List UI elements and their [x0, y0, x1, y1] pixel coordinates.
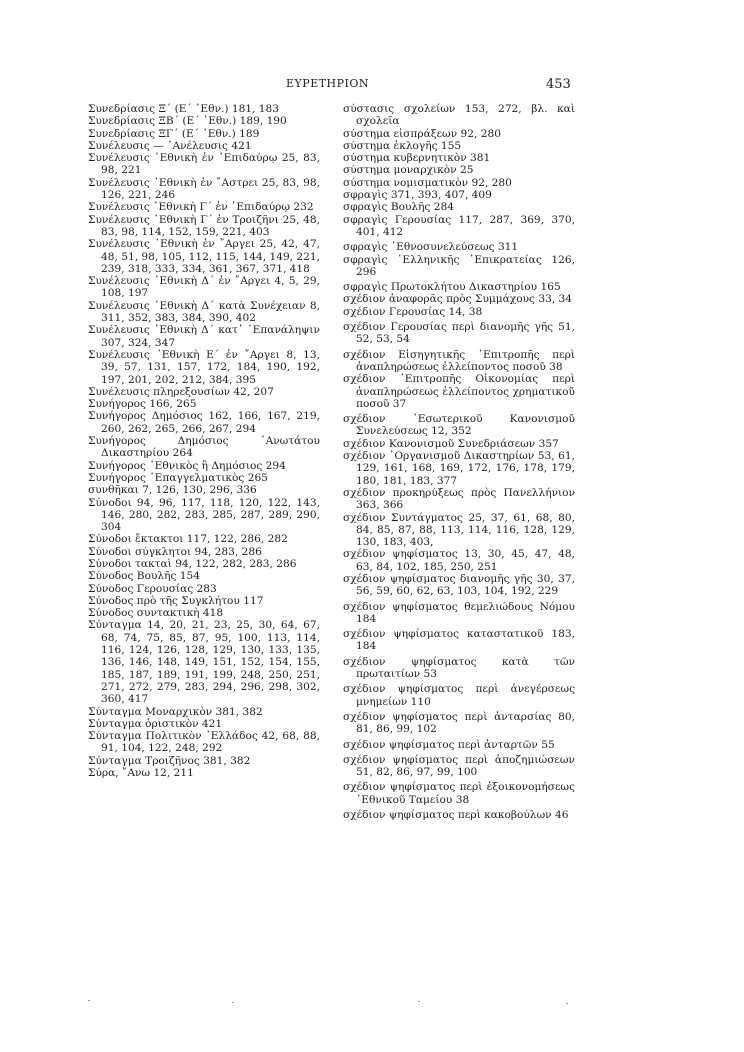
index-entry: σύστημα νομισματικὸν 92, 280	[343, 176, 512, 189]
index-entry: Σύνταγμα Μοναρχικὸν 381, 382	[88, 705, 263, 718]
index-entry: σχέδιον Γερουσίας 14, 38	[343, 305, 483, 318]
index-entry: Σύνοδος Γερουσίας 283	[88, 582, 217, 595]
index-entry: σχέδιον Κανονισμοῦ Συνεδριάσεων 357	[343, 437, 559, 450]
index-entry: σχέδιον ᾿Επιτροπῆς Οἰκονομίας περὶ ἀναπληρώσεως ἐλλείποντος χρηματικοῦ ποσοῦ 37	[343, 373, 575, 410]
index-entry: Συνέλευσις ᾿Εθνικὴ Δ΄ κατ᾿ ᾿Επανάληψιν 307, 324, 347	[88, 324, 320, 349]
index-entry: σχέδιον ψηφίσματος θεμελιώδους Νόμου 184	[343, 600, 575, 625]
index-entry: Συνέλευσις πληρεξουσίων 42, 207	[88, 385, 274, 398]
index-entry: σχέδιον ᾿Εσωτερικοῦ Κανονισμοῦ Συνελεύσεως 12, 352	[343, 413, 575, 438]
index-entry: Συνέλευσις ᾿Εθνικὴ ἐν ῎Αστρει 25, 83, 98, 126, 221, 246	[88, 176, 320, 202]
index-entry: Σύνταγμα Πολιτικὸν ᾿Ελλάδος 42, 68, 88, 91, 104, 122, 248, 292	[88, 730, 320, 755]
index-entry: Συνήγορος ᾿Εθνικὸς ἢ Δημόσιος 294	[88, 459, 286, 472]
index-column-left	[88, 103, 320, 779]
index-entry: Συνέλευσις ᾿Εθνικὴ ἐν ᾿Επιδαύρῳ 25, 83, 98, 221	[88, 152, 320, 177]
scan-speck	[232, 1002, 234, 1003]
index-entry: σχέδιον Γερουσίας περὶ διανομῆς γῆς 51, 52, 53, 54	[343, 321, 575, 346]
scan-speck	[566, 1003, 568, 1004]
index-entry: Σύνταγμα ὁριστικὸν 421	[88, 717, 223, 730]
index-column-right	[343, 103, 575, 821]
index-entry: Συνέλευσις ᾿Εθνικὴ Δ΄ ἐν ῎Αργει 4, 5, 29, 108, 197	[88, 275, 320, 300]
index-entry: σχέδιον ψηφίσματος περὶ ἀνταρσίας 80, 81, 86, 99, 102	[343, 710, 575, 736]
scan-speck	[418, 1001, 420, 1002]
index-entry: σχέδιον ψηφίσματος κατὰ τῶν πρωταιτίων 53	[343, 655, 575, 681]
index-entry: Συνέλευσις ᾿Εθνικὴ Δ΄ κατὰ Συνέχειαν 8, 311, 352, 383, 384, 390, 402	[88, 299, 320, 325]
index-entry: σχέδιον ψηφίσματος καταστατικοῦ 183, 184	[343, 628, 575, 653]
index-entry: Συνέλευσις ᾿Εθνικὴ Γ΄ ἐν Τροιζῆνι 25, 48, 83, 98, 114, 152, 159, 221, 403	[88, 213, 320, 238]
index-entry: συνθῆκαι 7, 126, 130, 296, 336	[88, 484, 257, 497]
index-entry: σύστημα μοναρχικὸν 25	[343, 164, 474, 177]
index-entry: σφραγὶς 371, 393, 407, 409	[343, 189, 492, 202]
index-entry: σχέδιον ἀναφορᾶς πρὸς Συμμάχους 33, 34	[343, 293, 573, 306]
index-entry: Σύνοδοι 94, 96, 117, 118, 120, 122, 143, 146, 280, 282, 283, 285, 287, 289, 290, 304	[88, 496, 320, 534]
index-entry: Σύνοδος Βουλῆς 154	[88, 570, 200, 583]
index-entry: Συνεδρίασις Ξ΄ (Ε΄ ᾿Εθν.) 181, 183	[88, 103, 279, 115]
index-entry: Σύνοδοι σύγκλητοι 94, 283, 286	[88, 545, 262, 558]
index-entry: Συνέλευσις ᾿Εθνικὴ Ε΄ ἐν ῎Αργει 8, 13, 39, 57, 131, 157, 172, 184, 190, 192, 197, 201, 202, 212, 384, 395	[88, 348, 320, 386]
index-entry: σχέδιον ψηφίσματος περὶ ἀνταρτῶν 55	[343, 738, 555, 751]
index-entry: Σύρα, ῎Ανω 12, 211	[88, 767, 194, 780]
index-entry: Συνέλευσις ᾿Εθνικὴ ἐν ῎Αργει 25, 42, 47, 48, 51, 98, 105, 112, 115, 144, 149, 221, 239, 318, 333, 334, 361, 367, 371, 418	[88, 238, 321, 275]
index-entry: σχέδιον ψηφίσματος περὶ ἀποζημιώσεων 51, 82, 86, 97, 99, 100	[343, 753, 575, 779]
index-entry: σχέδιον ψηφίσματος περὶ κακοβούλων 46	[343, 809, 569, 822]
index-entry: σφραγὶς ῾Ελληνικῆς ᾿Επικρατείας 126, 296	[343, 253, 575, 278]
index-entry: σχέδιον ᾿Οργανισμοῦ Δικαστηρίων 53, 61, 129, 161, 168, 169, 172, 176, 178, 179, 180, 181, 183, 377	[343, 450, 575, 487]
index-entry: Σύνοδοι ἔκτακτοι 117, 122, 286, 282	[88, 533, 288, 546]
index-entry: Σύνοδος συντακτικὴ 418	[88, 607, 224, 620]
index-entry: σφραγὶς Γερουσίας 117, 287, 369, 370, 401, 412	[343, 213, 575, 238]
index-entry: σχέδιον Συντάγματος 25, 37, 61, 68, 80, 84, 85, 87, 88, 113, 114, 116, 128, 129, 130, 183, 403,	[343, 511, 575, 549]
index-entry: Σύνοδοι τακταὶ 94, 122, 282, 283, 286	[88, 557, 297, 570]
index-entry: σχέδιον ψηφίσματος 13, 30, 45, 47, 48, 63, 84, 102, 185, 250, 251	[343, 548, 575, 573]
page-number: 453	[546, 77, 571, 92]
index-entry: Συνέλευσις ᾿Εθνικὴ Γ΄ ἐν ᾿Επιδαύρῳ 232	[88, 201, 314, 214]
index-entry: σχέδιον ψηφίσματος περὶ ἀνεγέρσεως μνημείων 110	[343, 683, 575, 708]
index-entry: Συνεδρίασις ΞΒ΄ (Ε΄ ᾿Εθν.) 189, 190	[88, 115, 287, 128]
index-entry: Σύνταγμα Τροιζῆνος 381, 382	[88, 754, 251, 767]
index-entry: Συνέλευσις — ᾿Ανέλευσις 421	[88, 139, 252, 152]
index-entry: σχέδιον ψηφίσματος περὶ ἐξοικονομήσεως ᾿Εθνικοῦ Ταμείου 38	[343, 781, 575, 806]
index-entry: σύστασις σχολείων 153, 272, βλ. καὶ σχολεῖα	[343, 103, 575, 128]
index-entry: Σύνταγμα 14, 20, 21, 23, 25, 30, 64, 67, 68, 74, 75, 85, 87, 95, 100, 113, 114, 116, 124, 126, 128, 129, 130, 133, 135, 136, 146, 148, 149, 151, 152, 154, 155, 185, 187, 189, 191, 199, 248, 250, 251, 271, 272, 279, 283, 294, 296, 298, 302, 360, 417	[88, 619, 320, 706]
index-entry: Συνεδρίασις ΞΓ΄ (Ε΄ ᾿Εθν.) 189	[88, 127, 260, 140]
index-entry: Σύνοδος πρὸ τῆς Συγκλήτου 117	[88, 594, 264, 607]
index-entry: σχέδιον Εἰσηγητικῆς ᾿Επιτροπῆς περὶ ἀναπληρώσεως ἐλλείποντος ποσοῦ 38	[343, 348, 575, 373]
index-entry: σύστημα ἐκλογῆς 155	[343, 139, 462, 152]
index-entry: σφραγὶς Πρωτοκλήτου Δικαστηρίου 165	[343, 281, 561, 294]
index-entry: σχέδιον προκηρύξεως πρὸς Πανελλήνιον 363, 366	[343, 486, 575, 512]
index-entry: σφραγὶς ᾿Εθνοσυνελεύσεως 311	[343, 241, 519, 254]
running-head: ΕΥΡΕΤΗΡΙΟΝ	[286, 77, 370, 90]
scan-speck	[88, 1000, 90, 1001]
index-entry: σύστημα κυβερνητικὸν 381	[343, 152, 491, 165]
index-entry: σφραγὶς Βουλῆς 284	[343, 201, 455, 214]
index-entry: Συνήγορος ᾿Επαγγελματικὸς 265	[88, 471, 268, 484]
index-entry: Συνήγορος 166, 265	[88, 398, 197, 411]
index-entry: Συνήγορος Δημόσιος 162, 166, 167, 219, 260, 262, 265, 266, 267, 294	[88, 410, 320, 435]
index-entry: σχέδιον ψηφίσματος διανομῆς γῆς 30, 37, 56, 59, 60, 62, 63, 103, 104, 192, 229	[343, 572, 575, 598]
index-entry: Συνήγορος Δημόσιος ᾿Ανωτάτου Δικαστηρίου 264	[88, 435, 320, 460]
index-entry: σύστημα εἰσπράξεων 92, 280	[343, 127, 501, 140]
